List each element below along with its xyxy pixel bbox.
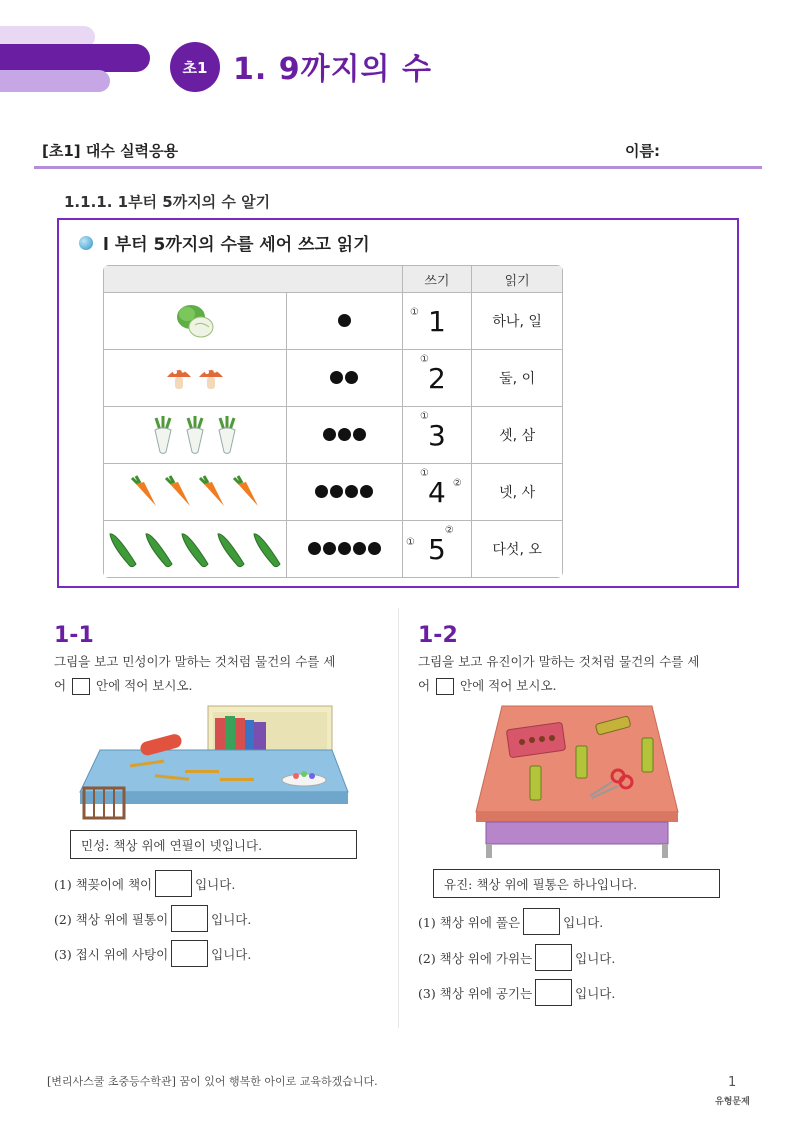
table-header-row — [104, 266, 563, 293]
count-dot — [308, 542, 321, 555]
answer-box[interactable] — [523, 908, 560, 935]
table-row — [104, 407, 563, 464]
carrot-icon — [196, 474, 228, 510]
picture-cell — [104, 407, 287, 464]
carrot-icon — [162, 474, 194, 510]
answer-box[interactable] — [171, 905, 208, 932]
concept-heading-text: l 부터 5까지의 수를 세어 쓰고 읽기 — [103, 235, 370, 255]
count-dot — [345, 485, 358, 498]
counting-table — [103, 265, 563, 578]
stroke-mark: ② — [452, 477, 462, 489]
description-text: 어 — [54, 678, 67, 693]
sample-answer-box — [436, 678, 454, 695]
count-dot — [330, 371, 343, 384]
problem-description — [54, 650, 384, 698]
radish-icon — [212, 414, 242, 456]
count-dot — [353, 542, 366, 555]
header-blank — [104, 266, 403, 293]
concept-box — [57, 218, 739, 588]
cucumber-icon — [106, 528, 140, 570]
header-write: 쓰기 — [402, 266, 472, 293]
description-line — [418, 674, 748, 698]
grade-badge: 초1 — [170, 42, 220, 92]
cabbage-icon — [173, 301, 217, 341]
digit-text: 1 — [427, 304, 446, 338]
count-dot — [345, 371, 358, 384]
read-cell: 셋, 삼 — [472, 407, 563, 464]
answer-box[interactable] — [535, 979, 572, 1006]
cucumber-icon — [142, 528, 176, 570]
digit — [419, 467, 462, 509]
write-cell — [402, 407, 472, 464]
question-text: (1) 책상 위에 풀은 — [418, 914, 521, 930]
stroke-mark: ① — [419, 467, 429, 479]
stroke-mark: ② — [444, 524, 454, 536]
cucumber-icon — [214, 528, 248, 570]
question-text: (2) 책상 위에 가위는 — [418, 950, 533, 966]
count-dot — [315, 485, 328, 498]
read-cell: 둘, 이 — [472, 350, 563, 407]
sample-answer-box — [72, 678, 90, 695]
answer-box[interactable] — [171, 940, 208, 967]
digit-text: 4 — [427, 475, 446, 509]
write-cell — [402, 464, 472, 521]
question-text: (3) 책상 위에 공기는 — [418, 985, 533, 1001]
stroke-mark: ① — [419, 410, 429, 422]
dots-cell — [286, 521, 402, 578]
picture-cell — [104, 293, 287, 350]
section-title: 1.1.1. 1부터 5까지의 수 알기 — [64, 193, 271, 211]
count-dot — [323, 428, 336, 441]
question-3 — [54, 940, 251, 967]
radish-icon — [148, 414, 178, 456]
header-read: 읽기 — [472, 266, 563, 293]
question-text: 입니다. — [195, 876, 236, 892]
read-cell: 넷, 사 — [472, 464, 563, 521]
dialogue-box: 민성: 책상 위에 연필이 넷입니다. — [70, 830, 357, 859]
question-text: 입니다. — [575, 950, 616, 966]
description-text: 안에 적어 보시오. — [96, 678, 193, 693]
question-text: (1) 책꽂이에 책이 — [54, 876, 153, 892]
problem-number: 1-1 — [54, 623, 94, 648]
digit — [405, 524, 454, 566]
name-label: 이름: — [625, 142, 660, 160]
mushroom-icon — [164, 363, 194, 393]
digit-text: 3 — [427, 418, 446, 452]
write-cell — [402, 521, 472, 578]
answer-box[interactable] — [155, 870, 192, 897]
count-dot — [323, 542, 336, 555]
description-text: 안에 적어 보시오. — [460, 678, 557, 693]
header-decoration-bar-middle — [0, 44, 150, 72]
question-text: (2) 책상 위에 필통이 — [54, 911, 169, 927]
column-divider — [398, 608, 399, 1028]
cucumber-icon — [250, 528, 284, 570]
header-rule — [34, 166, 762, 169]
description-line: 그림을 보고 민성이가 말하는 것처럼 물건의 수를 세 — [54, 654, 336, 669]
dots-cell — [286, 464, 402, 521]
picture-cell — [104, 521, 287, 578]
count-dot — [330, 485, 343, 498]
picture-cell — [104, 464, 287, 521]
dots-cell — [286, 350, 402, 407]
count-dot — [353, 428, 366, 441]
question-text: 입니다. — [211, 911, 252, 927]
question-3 — [418, 979, 615, 1006]
count-dot — [338, 428, 351, 441]
problem-description — [418, 650, 748, 698]
digit-text: 2 — [427, 361, 446, 395]
question-2 — [418, 944, 615, 971]
write-cell — [402, 350, 472, 407]
footer-tag: 유형문제 — [715, 1097, 750, 1107]
chapter-title: 1. 9까지의 수 — [233, 52, 432, 87]
question-text: 입니다. — [575, 985, 616, 1001]
mushroom-icon — [196, 363, 226, 393]
desk-bookshelf-illustration — [70, 700, 355, 820]
worksheet-subject: [초1] 대수 실력응용 — [42, 142, 179, 160]
count-dot — [338, 314, 351, 327]
header-decoration-bar-bottom — [0, 70, 110, 92]
page-number: 1 — [728, 1075, 737, 1090]
dots-cell — [286, 407, 402, 464]
desk-items-illustration — [472, 702, 682, 862]
write-cell — [402, 293, 472, 350]
description-line — [54, 674, 384, 698]
question-1 — [418, 908, 603, 935]
dots-cell — [286, 293, 402, 350]
table-row — [104, 521, 563, 578]
answer-box[interactable] — [535, 944, 572, 971]
question-text: (3) 접시 위에 사탕이 — [54, 946, 169, 962]
dialogue-box: 유진: 책상 위에 필통은 하나입니다. — [433, 869, 720, 898]
count-dot — [360, 485, 373, 498]
table-row — [104, 350, 563, 407]
carrot-icon — [128, 474, 160, 510]
read-cell: 다섯, 오 — [472, 521, 563, 578]
problem-number: 1-2 — [418, 623, 458, 648]
concept-heading — [79, 230, 370, 255]
description-text: 어 — [418, 678, 431, 693]
question-text: 입니다. — [211, 946, 252, 962]
count-dot — [368, 542, 381, 555]
table-row — [104, 464, 563, 521]
stroke-mark: ① — [419, 353, 429, 365]
bullet-icon — [79, 236, 93, 250]
question-1 — [54, 870, 235, 897]
stroke-mark: ① — [405, 536, 415, 548]
stroke-mark: ① — [409, 306, 419, 318]
carrot-icon — [230, 474, 262, 510]
read-cell: 하나, 일 — [472, 293, 563, 350]
digit — [409, 304, 446, 338]
question-2 — [54, 905, 251, 932]
count-dot — [338, 542, 351, 555]
radish-icon — [180, 414, 210, 456]
digit-text: 5 — [427, 532, 446, 566]
table-row — [104, 293, 563, 350]
description-line: 그림을 보고 유진이가 말하는 것처럼 물건의 수를 세 — [418, 654, 700, 669]
digit — [419, 410, 446, 452]
cucumber-icon — [178, 528, 212, 570]
question-text: 입니다. — [563, 914, 604, 930]
footer-text: [변리사스쿨 초중등수학관] 꿈이 있어 행복한 아이로 교육하겠습니다. — [47, 1075, 378, 1088]
picture-cell — [104, 350, 287, 407]
digit — [419, 353, 446, 395]
